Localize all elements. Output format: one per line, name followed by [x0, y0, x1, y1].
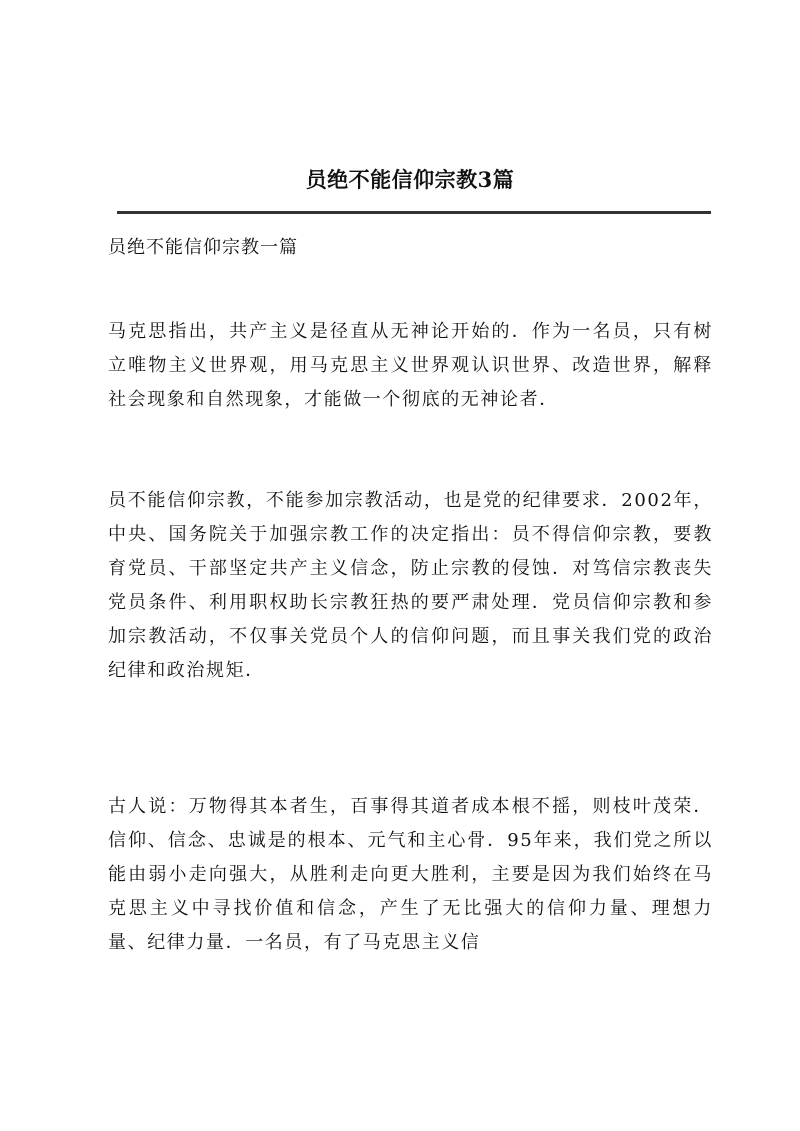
paragraph-2: 员不能信仰宗教，不能参加宗教活动，也是党的纪律要求．2002年，中央、国务院关于加强宗教工作的决定指出：员不得信仰宗教，要教育党员、干部坚定共产主义信念，防止宗教的侵蚀．对笃信宗教丧失党员条件、利用职权助长宗教狂热的要严肃处理．党员信仰宗教和参加宗教活动，不仅事关党员个人的信仰问题，而且事关我们党的政治纪律和政治规矩． — [108, 490, 713, 681]
paragraph-3: 古人说：万物得其本者生，百事得其道者成本根不摇，则枝叶茂荣．信仰、信念、忠诚是的根本、元气和主心骨．95年来，我们党之所以能由弱小走向强大，从胜利走向更大胜利，主要是因为我们始终在马克思主义中寻找价值和信念，产生了无比强大的信仰力量、理想力量、纪律力量．一名员，有了马克思主义信 — [108, 796, 713, 953]
title-divider — [117, 211, 711, 214]
document-title: 员绝不能信仰宗教3篇 — [305, 167, 515, 192]
section-heading: 员绝不能信仰宗教一篇 — [108, 237, 298, 258]
paragraph-1: 马克思指出，共产主义是径直从无神论开始的．作为一名员，只有树立唯物主义世界观，用马克思主义世界观认识世界、改造世界，解释社会现象和自然现象，才能做一个彻底的无神论者． — [108, 321, 713, 410]
